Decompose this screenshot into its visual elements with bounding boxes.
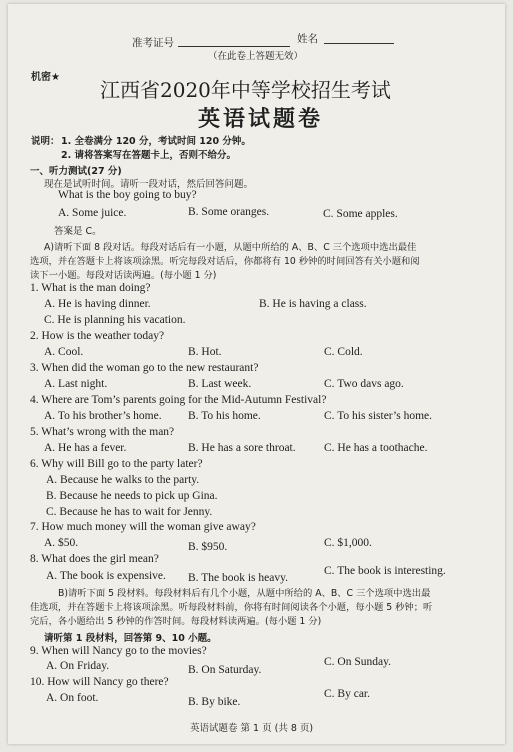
question-2-option-b: B. Hot.: [188, 346, 222, 358]
question-10-option-b: B. By bike.: [188, 696, 241, 708]
question-7-option-c: C. $1,000.: [324, 537, 372, 549]
part-a-instructions-1: A)请听下面 8 段对话。每段对话后有一小题，从题中所给的 A、B、C 三个选项中选出最佳: [44, 242, 417, 253]
question-8-option-a: A. The book is expensive.: [46, 570, 166, 582]
question-3-option-b: B. Last week.: [188, 378, 252, 390]
sample-option-c: C. Some apples.: [323, 208, 398, 220]
question-10: 10. How will Nancy go there?: [30, 676, 169, 688]
sample-option-a: A. Some juice.: [58, 207, 127, 219]
question-5-option-b: B. He has a sore throat.: [188, 442, 296, 454]
question-1-option-a: A. He is having dinner.: [44, 298, 151, 310]
sample-option-b: B. Some oranges.: [188, 206, 270, 218]
question-4: 4. Where are Tom’s parents going for the Mid-Autumn Festival?: [30, 394, 327, 406]
question-9-option-a: A. On Friday.: [46, 660, 110, 672]
question-9-option-b: B. On Saturday.: [188, 664, 262, 676]
name-blank: [324, 43, 394, 44]
instructions-line-1: 1. 全卷满分 120 分，考试时间 120 分钟。: [61, 136, 251, 147]
question-3: 3. When did the woman go to the new restaurant?: [30, 362, 259, 374]
question-9: 9. When will Nancy go to the movies?: [30, 645, 207, 657]
question-1-option-b: B. He is having a class.: [259, 298, 367, 310]
question-10-option-a: A. On foot.: [46, 692, 99, 704]
instructions-label: 说明：: [31, 136, 60, 147]
part-a-instructions-2: 选项，并在答题卡上将该项涂黑。听完每段对话后，你都将有 10 秒钟的时间回答有关小题和阅: [30, 256, 420, 267]
question-1: 1. What is the man doing?: [30, 282, 151, 294]
question-10-option-c: C. By car.: [324, 688, 370, 700]
question-5: 5. What’s wrong with the man?: [30, 426, 175, 438]
question-2: 2. How is the weather today?: [30, 330, 165, 342]
question-4-option-c: C. To his sister’s home.: [324, 410, 433, 422]
ticket-number-blank: [178, 46, 290, 47]
question-2-option-a: A. Cool.: [44, 346, 84, 358]
question-5-option-a: A. He has a fever.: [44, 442, 127, 454]
question-3-option-a: A. Last night.: [44, 378, 108, 390]
question-6: 6. Why will Bill go to the party later?: [30, 458, 203, 470]
sample-intro: 现在是试听时间。请听一段对话，然后回答问题。: [44, 179, 254, 190]
question-8-option-c: C. The book is interesting.: [324, 565, 446, 577]
name-label: 姓名: [297, 33, 318, 45]
question-6-option-a: A. Because he walks to the party.: [46, 474, 200, 486]
ticket-number-label: 准考证号: [132, 37, 174, 49]
question-1-option-c: C. He is planning his vacation.: [44, 314, 186, 326]
secret-mark: 机密★: [31, 72, 60, 83]
question-8: 8. What does the girl mean?: [30, 553, 159, 565]
exam-title: 江西省2020年中等学校招生考试: [100, 78, 391, 102]
part-b-instructions-1: B)请听下面 5 段材料。每段材料后有几个小题，从题中所给的 A、B、C 三个选项中选出最: [58, 588, 431, 599]
question-4-option-a: A. To his brother’s home.: [44, 410, 162, 422]
part-a-instructions-3: 读下一小题。每段对话读两遍。(每小题 1 分): [30, 270, 217, 281]
question-5-option-c: C. He has a toothache.: [324, 442, 428, 454]
question-6-option-c: C. Because he has to wait for Jenny.: [46, 506, 213, 518]
question-6-option-b: B. Because he needs to pick up Gina.: [46, 490, 218, 502]
part-b-instructions-2: 佳选项，并在答题卡上将该项涂黑。听每段材料前，你将有时间阅读各个小题，每小题 5 秒钟；听: [30, 602, 433, 613]
sample-question: What is the boy going to buy?: [58, 189, 197, 201]
question-9-option-c: C. On Sunday.: [324, 656, 391, 668]
exam-page: [8, 4, 505, 744]
question-3-option-c: C. Two davs ago.: [324, 378, 404, 390]
question-4-option-b: B. To his home.: [188, 410, 261, 422]
instructions-line-2: 2. 请将答案写在答题卡上，否则不给分。: [61, 150, 237, 161]
no-answer-note: （在此卷上答题无效）: [208, 51, 304, 62]
question-7: 7. How much money will the woman give away?: [30, 521, 256, 533]
sample-answer: 答案是 C。: [54, 226, 102, 237]
part-b-instructions-3: 完后，各小题给出 5 秒钟的作答时间。每段材料读两遍。(每小题 1 分): [30, 616, 322, 627]
page-footer: 英语试题卷 第 1 页 (共 8 页): [190, 723, 314, 734]
material-1-heading: 请听第 1 段材料，回答第 9、10 小题。: [44, 633, 217, 644]
section-title: 一、听力测试(27 分): [30, 166, 122, 177]
question-8-option-b: B. The book is heavy.: [188, 572, 288, 584]
question-2-option-c: C. Cold.: [324, 346, 363, 358]
exam-subtitle: 英语试题卷: [198, 107, 324, 132]
question-7-option-a: A. $50.: [44, 537, 79, 549]
question-7-option-b: B. $950.: [188, 541, 228, 553]
